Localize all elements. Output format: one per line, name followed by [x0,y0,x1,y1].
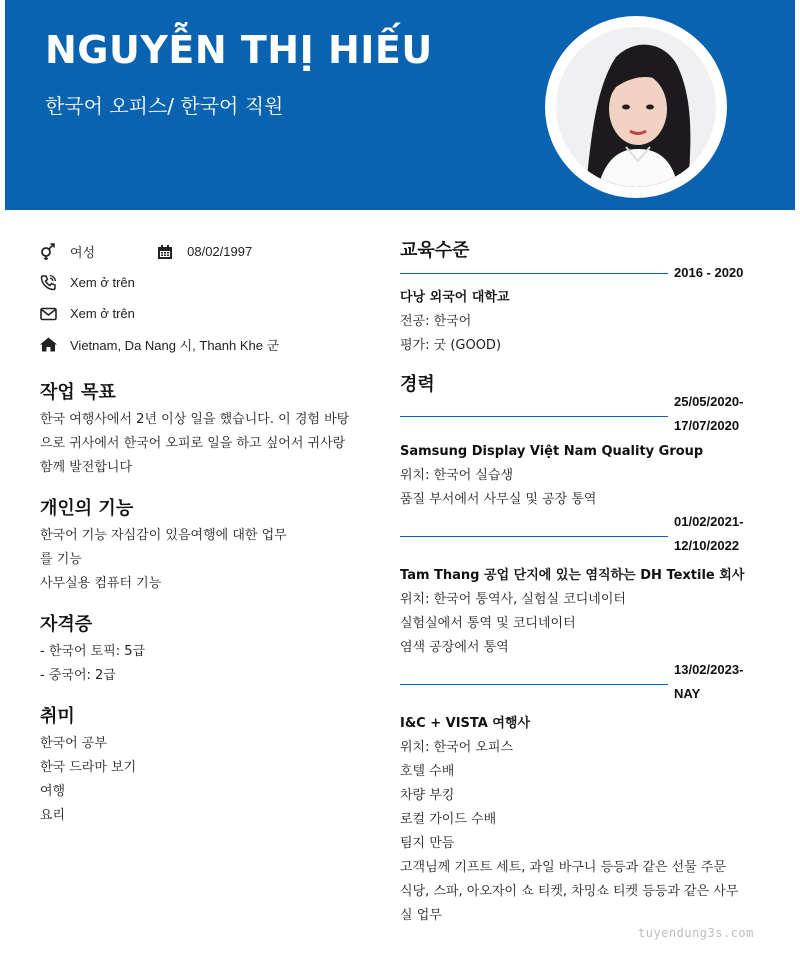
job-date-row [400,662,770,710]
objective-text: 한국 여행사에서 2년 이상 일을 했습니다. 이 경험 바탕으로 귀사에서 한국어 오피로 일을 하고 싶어서 귀사랑 함께 발전합니다 [40,412,350,475]
job-detail: 식당, 스파, 아오자이 쇼 티켓, 차밍쇼 티켓 등등과 같은 사무 [400,884,739,899]
home-icon [40,337,70,352]
skill-item: 한국어 기능 자심감이 있음여행에 대한 업무 [40,528,287,543]
job-date-row [400,390,770,438]
hobby-item: 한국 드라마 보기 [40,760,137,775]
watermark: tuyendung3s.com [638,926,754,940]
job-detail: 염색 공장에서 통역 [400,640,509,655]
contact-row-phone [40,267,360,298]
divider [400,416,668,417]
job-detail: 실험실에서 통역 및 코디네이터 [400,616,576,631]
education-major: 전공: 한국어 [400,314,472,329]
email-value: Xem ở trên [70,306,135,321]
header-banner [5,0,795,210]
job-company: Samsung Display Việt Nam Quality Group [400,444,704,459]
school-name: 다낭 외국어 대학교 [400,290,510,305]
divider [400,536,668,537]
contact-row-email [40,298,360,329]
job-detail: 차량 부킹 [400,788,455,803]
divider [400,273,668,274]
phone-value: Xem ở trên [70,275,135,290]
certificate-item: - 한국어 토픽: 5급 [40,644,146,659]
skills-heading: 개인의 기능 [40,498,134,519]
job-date: 01/02/2021- 12/10/2022 [674,514,744,553]
objective-heading: 작업 목표 [40,382,116,403]
job-detail: 팀지 만듬 [400,836,455,851]
experience-heading: 경력 [400,374,435,395]
job-detail: 위치: 한국어 실습생 [400,468,514,483]
job-company: I&C + VISTA 여행사 [400,716,531,731]
calendar-icon [157,244,187,260]
mail-icon [40,307,70,321]
job-detail: 위치: 한국어 오피스 [400,740,514,755]
job-detail: 품질 부서에서 사무실 및 공장 통역 [400,492,597,507]
job-detail: 위치: 한국어 통역사, 실험실 코디네이터 [400,592,626,607]
job-date: 25/05/2020- 17/07/2020 [674,394,744,433]
contact-row-gender-birthday [40,236,360,267]
candidate-name: NGUYỄN THỊ HIẾU [45,28,433,72]
hobbies-heading: 취미 [40,706,75,727]
hobby-item: 한국어 공부 [40,736,107,751]
divider [400,684,668,685]
job-detail: 실 업무 [400,908,442,923]
job-company: Tam Thang 공업 단지에 있는 염직하는 DH Textile 회사 [400,568,745,583]
job-title: 한국어 오피스/ 한국어 직원 [45,94,284,118]
profile-photo [556,27,716,187]
gender-value: 여성 [70,245,96,260]
phone-icon [40,274,70,291]
education-grade: 평가: 굿 (GOOD) [400,338,502,353]
job-date: 13/02/2023- NAY [674,662,744,701]
job-date-row [400,514,770,562]
birthday-value: 08/02/1997 [187,244,253,259]
left-column [40,236,360,828]
hobby-item: 요리 [40,808,66,823]
skill-item: 를 기능 [40,552,82,567]
right-column [400,236,770,928]
contact-row-address [40,329,360,360]
job-detail: 고객님께 기프트 세트, 과일 바구니 등등과 같은 선물 주문 [400,860,727,875]
job-detail: 로컬 가이드 수배 [400,812,497,827]
avatar [545,16,727,198]
address-value: Vietnam, Da Nang 시, Thanh Khe 군 [70,338,280,353]
job-detail: 호텔 수배 [400,764,455,779]
education-date: 2016 - 2020 [674,265,744,280]
hobby-item: 여행 [40,784,66,799]
skill-item: 사무실용 컴퓨터 기능 [40,576,162,591]
certificate-item: - 중국어: 2급 [40,668,116,683]
education-heading: 교육수준 [400,240,470,261]
gender-icon [40,243,70,260]
education-date-row [400,262,770,284]
certificates-heading: 자격증 [40,614,93,635]
